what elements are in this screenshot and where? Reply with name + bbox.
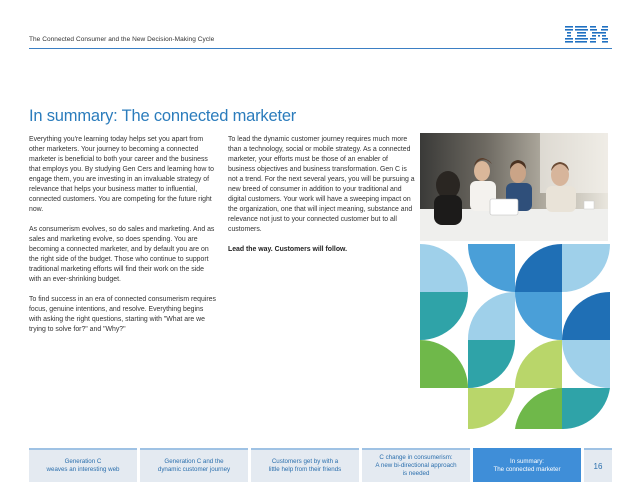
- nav-tab-label: In summary:: [509, 458, 545, 465]
- team-meeting-photo: [420, 133, 608, 241]
- nav-tab-customer-journey[interactable]: [140, 448, 248, 482]
- nav-tab-label: little help from their friends: [268, 466, 342, 473]
- nav-tab-generation-c[interactable]: [29, 448, 137, 482]
- decorative-shape-pattern: [420, 244, 610, 429]
- document-title: The Connected Consumer and the New Decision-Making Cycle: [29, 36, 215, 43]
- nav-tab-label: A new bi-directional approach: [375, 462, 457, 469]
- body-column-left: [29, 135, 217, 345]
- nav-tab-label: dynamic customer journey: [157, 466, 231, 473]
- section-navigation: [29, 448, 612, 482]
- nav-tab-c-change[interactable]: [362, 448, 470, 482]
- nav-tab-label: The connected marketer: [493, 466, 561, 473]
- page-number: 16: [584, 448, 612, 482]
- nav-tab-label: weaves an interesting web: [46, 466, 120, 473]
- page-title: In summary: The connected marketer: [29, 107, 297, 125]
- nav-tab-label: is needed: [402, 470, 430, 477]
- paragraph: Everything you're learning today helps set you apart from other marketers. Your journey to becoming a connected marketer is beneficial to both your career and the business that employs you. By studying Gen Cers and learning how to engage them, you are investing in an invaluable strategy of relevance that helps your business matter to influential, connected customers. You are competing for the future right now.: [29, 136, 215, 213]
- nav-tab-label: C change in consumerism:: [379, 454, 453, 461]
- paragraph: To lead the dynamic customer journey requires much more than a technology, social or mobile strategy. As a connected marketer, your efforts must be those of an enabler of business objectives and business transformation. Gen C is not a trend. For the next several years, you will be pursuing a new breed of consumer in addition to your traditional and digital customers. Your work will have a sweeping impact on the organization, one that will inject meaning, substance and relevance not just to your connected customer but to all customers.: [228, 136, 415, 233]
- paragraph: As consumerism evolves, so do sales and marketing. And as sales and marketing evolve, so does spending. You are becoming a connected marketer, and by default you are on the right side of the budget. Those who continue to support traditional marketing efforts will find their work on the side with an ever-shrinking budget.: [29, 226, 215, 283]
- paragraph: To find success in an era of connected consumerism requires focus, genuine intentions, and resolve. Everything begins with asking the right questions, starting with "What are we trying to solve for?" and "Why?": [29, 296, 216, 333]
- nav-tab-label: Customers get by with a: [271, 458, 339, 465]
- header-divider: [29, 48, 612, 49]
- nav-tab-label: Generation C: [64, 458, 102, 465]
- body-column-right: [228, 135, 416, 265]
- nav-tab-in-summary[interactable]: [473, 448, 581, 482]
- nav-tab-label: Generation C and the: [164, 458, 224, 465]
- call-to-action-text: Lead the way. Customers will follow.: [228, 246, 348, 253]
- nav-tab-customers-friends[interactable]: [251, 448, 359, 482]
- ibm-logo: [565, 26, 609, 43]
